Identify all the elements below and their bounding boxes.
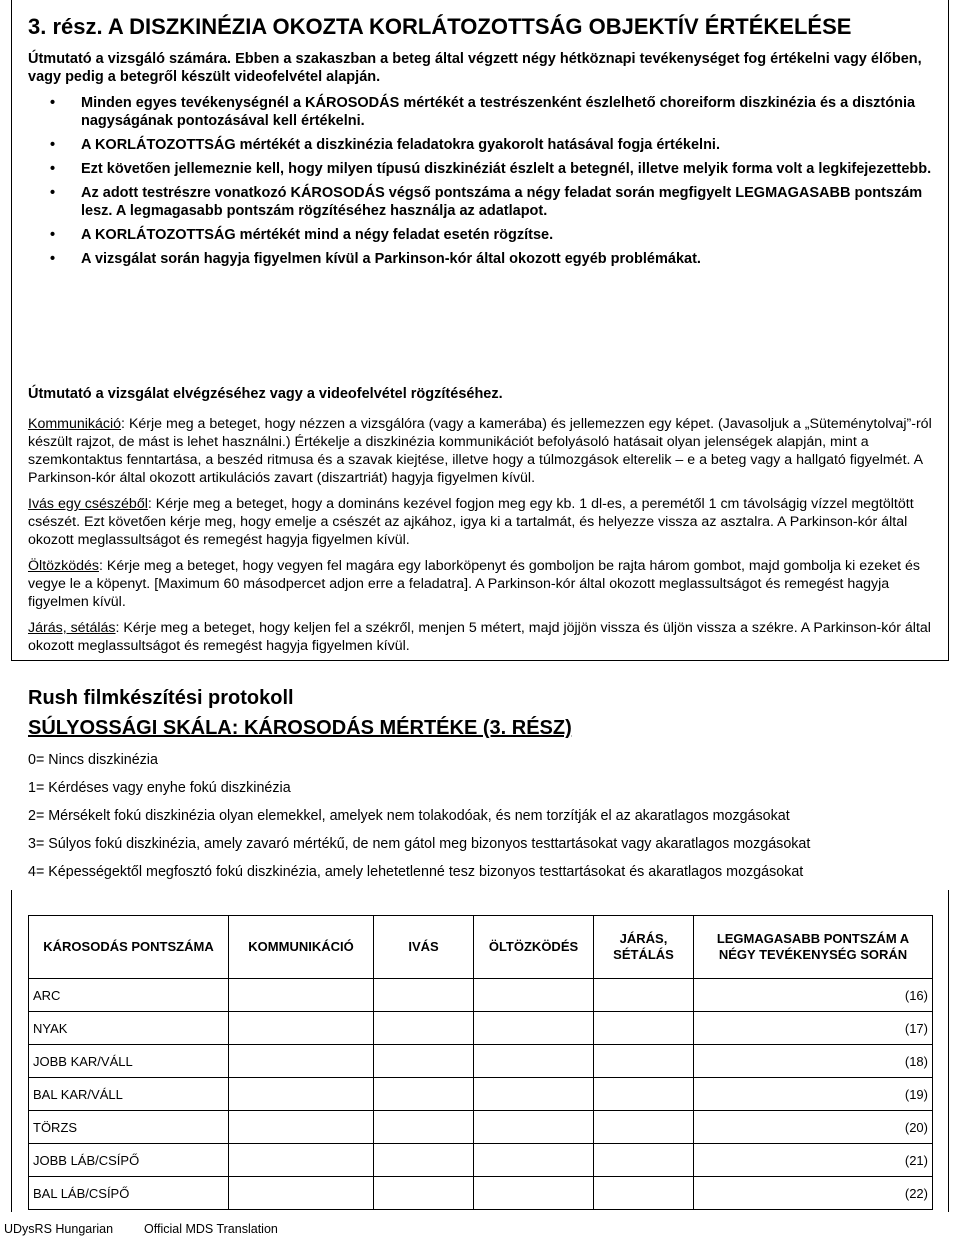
bullet-icon: •: [50, 251, 56, 267]
score-cell[interactable]: [229, 979, 374, 1012]
header-communication: KOMMUNIKÁCIÓ: [229, 916, 374, 979]
table-row: [29, 1177, 933, 1210]
table-header-row: [29, 916, 933, 979]
header-dressing: ÖLTÖZKÖDÉS: [474, 916, 594, 979]
score-cell[interactable]: [229, 1012, 374, 1045]
left-border-bottom: [11, 890, 12, 1212]
table-row: [29, 979, 933, 1012]
score-cell[interactable]: [594, 1177, 694, 1210]
bullet-icon: •: [50, 95, 56, 111]
table-row: [29, 1111, 933, 1144]
row-label: JOBB KAR/VÁLL: [29, 1045, 229, 1078]
score-cell[interactable]: [374, 979, 474, 1012]
bullet-list: [28, 94, 938, 268]
footer-left: UDysRS Hungarian: [4, 1222, 114, 1236]
score-cell[interactable]: [594, 1045, 694, 1078]
highest-score-cell[interactable]: (18): [694, 1045, 933, 1078]
highest-score-cell[interactable]: (17): [694, 1012, 933, 1045]
bullet-icon: •: [50, 185, 56, 201]
list-item: • A KORLÁTOZOTTSÁG mértékét mind a négy feladat esetén rögzítse.: [50, 227, 554, 243]
row-label: JOBB LÁB/CSÍPŐ: [29, 1144, 229, 1177]
score-cell[interactable]: [594, 1012, 694, 1045]
row-label: BAL KAR/VÁLL: [29, 1078, 229, 1111]
score-cell[interactable]: [594, 1078, 694, 1111]
score-cell[interactable]: [229, 1078, 374, 1111]
score-cell[interactable]: [474, 1111, 594, 1144]
table-row: [29, 1078, 933, 1111]
left-border-top: [11, 0, 12, 660]
score-cell[interactable]: [474, 979, 594, 1012]
row-label: ARC: [29, 979, 229, 1012]
instruction-drinking: Ivás egy csészéből: Kérje meg a beteget, hogy a domináns kezével fogjon meg egy kb. 1 dl-es, a peremétől 1 cm távolságig vízzel megtöltött csészét. Ezt követően kérje meg, hogy emelje a csészét az ajkához, igya ki a tartalmát, és helyezze vissza az asztalra. A Parkinson-kór által okozott meglassultságot és remegést hagyja figyelmen kívül.: [28, 496, 914, 548]
row-label: NYAK: [29, 1012, 229, 1045]
score-cell[interactable]: [474, 1078, 594, 1111]
instructions-section: [28, 385, 934, 663]
header-drinking: IVÁS: [374, 916, 474, 979]
header-walking: JÁRÁS, SÉTÁLÁS: [594, 916, 694, 979]
score-cell[interactable]: [374, 1144, 474, 1177]
score-cell[interactable]: [474, 1012, 594, 1045]
score-cell[interactable]: [474, 1177, 594, 1210]
instruction-communication: Kommunikáció: Kérje meg a beteget, hogy nézzen a vizsgálóra (vagy a kamerába) és jellemezzen egy képet. (Javasoljuk a „Süteménytolvaj”-ról készült rajzot, de mást is lehet használni.) Értékelje a diszkinézia kommunikációt befolyásoló hatásait olyan jelenségek alapján, mint a szemkontaktus fenntartása, a beszéd ritmusa és a szavak kiejtése, illetve hogy a túlmozgások elterelik – e a beteg vagy a hallgató figyelmét. A Parkinson-kór által okozott artikulációs zavart (diszartriát) hagyja figyelmen kívül.: [28, 416, 932, 486]
highest-score-cell[interactable]: (20): [694, 1111, 933, 1144]
bullet-icon: •: [50, 227, 56, 243]
score-cell[interactable]: [229, 1177, 374, 1210]
severity-level-3: 3= Súlyos fokú diszkinézia, amely zavaró mértékű, de nem gátol meg bizonyos testtartásokat vagy akaratlagos mozgásokat: [28, 836, 811, 852]
severity-level-4: 4= Képességektől megfosztó fokú diszkinézia, amely lehetetlenné tesz bizonyos testtartásokat és akaratlagos mozgásokat: [28, 864, 804, 880]
score-cell[interactable]: [594, 1144, 694, 1177]
header-impairment-score: KÁROSODÁS PONTSZÁMA: [29, 916, 229, 979]
page-title: 3. rész. A DISZKINÉZIA OKOZTA KORLÁTOZOTTSÁG OBJEKTÍV ÉRTÉKELÉSE: [28, 14, 852, 39]
score-cell[interactable]: [594, 1111, 694, 1144]
right-border-top: [948, 0, 949, 660]
row-label: BAL LÁB/CSÍPŐ: [29, 1177, 229, 1210]
list-item: • Ezt követően jellemeznie kell, hogy milyen típusú diszkinéziát észlelt a betegnél, illetve melyik forma volt a legkifejezettebb.: [50, 161, 932, 177]
bullet-icon: •: [50, 137, 56, 153]
score-cell[interactable]: [374, 1078, 474, 1111]
list-item: • Az adott testrészre vonatkozó KÁROSODÁS végső pontszáma a négy feladat során megfigyelt LEGMAGASABB pontszám lesz. A legmagasabb pontszám rögzítéséhez használja az adatlapot.: [50, 185, 923, 219]
instructions-heading: Útmutató a vizsgálat elvégzéséhez vagy a videofelvétel rögzítéséhez.: [28, 386, 503, 402]
section-part3: [28, 14, 938, 274]
highest-score-cell[interactable]: (21): [694, 1144, 933, 1177]
table-row: [29, 1045, 933, 1078]
score-cell[interactable]: [374, 1012, 474, 1045]
highest-score-cell[interactable]: (19): [694, 1078, 933, 1111]
intro-text: Útmutató a vizsgáló számára. Ebben a szakaszban a beteg által végzett négy hétköznapi tevékenységet fog értékelni vagy élőben, vagy pedig a betegről készült videofelvétel alapján.: [28, 51, 922, 85]
score-cell[interactable]: [374, 1045, 474, 1078]
severity-level-1: 1= Kérdéses vagy enyhe fokú diszkinézia: [28, 780, 291, 796]
score-cell[interactable]: [374, 1177, 474, 1210]
right-border-bottom: [948, 890, 949, 1212]
list-item: • Minden egyes tevékenységnél a KÁROSODÁS mértékét a testrészenként észlelhető choreiform diszkinézia és a disztónia nagyságának pontozásával kell értékelni.: [50, 95, 916, 129]
highest-score-cell[interactable]: (22): [694, 1177, 933, 1210]
score-cell[interactable]: [594, 979, 694, 1012]
row-label: TÖRZS: [29, 1111, 229, 1144]
instruction-walking: Járás, sétálás: Kérje meg a beteget, hogy keljen fel a székről, menjen 5 métert, majd jöjjön vissza és üljön vissza a székre. A Parkinson-kór által okozott meglassultságot és remegést hagyja figyelmen kívül.: [28, 620, 931, 654]
scale-title: SÚLYOSSÁGI SKÁLA: KÁROSODÁS MÉRTÉKE (3. RÉSZ): [28, 717, 572, 739]
score-cell[interactable]: [474, 1144, 594, 1177]
score-cell[interactable]: [374, 1111, 474, 1144]
bullet-icon: •: [50, 161, 56, 177]
protocol-section: [28, 686, 934, 740]
severity-level-0: 0= Nincs diszkinézia: [28, 752, 158, 768]
list-item: • A KORLÁTOZOTTSÁG mértékét a diszkinézia feladatokra gyakorolt hatásával fogja értékelni.: [50, 137, 720, 153]
score-cell[interactable]: [229, 1045, 374, 1078]
impairment-score-table: [28, 915, 933, 1210]
list-item: • A vizsgálat során hagyja figyelmen kívül a Parkinson-kór által okozott egyéb problémákat.: [50, 251, 701, 267]
score-cell[interactable]: [229, 1144, 374, 1177]
footer-right: Official MDS Translation: [144, 1222, 278, 1236]
protocol-title: Rush filmkészítési protokoll: [28, 687, 294, 709]
severity-level-2: 2= Mérsékelt fokú diszkinézia olyan elemekkel, amelyek nem tolakodóak, és nem torzítják el az akaratlagos mozgásokat: [28, 808, 790, 824]
score-cell[interactable]: [229, 1111, 374, 1144]
header-highest-score: LEGMAGASABB PONTSZÁM A NÉGY TEVÉKENYSÉG SORÁN: [694, 916, 933, 979]
table-row: [29, 1144, 933, 1177]
score-cell[interactable]: [474, 1045, 594, 1078]
highest-score-cell[interactable]: (16): [694, 979, 933, 1012]
table-row: [29, 1012, 933, 1045]
instruction-dressing: Öltözködés: Kérje meg a beteget, hogy vegyen fel magára egy laborköpenyt és gomboljon be rajta három gombot, majd gombolja ki ezeket és vegye le a köpenyt. [Maximum 60 másodpercet adjon erre a feladatra]. A Parkinson-kór által okozott meglassultságot és remegést hagyja figyelmen kívül.: [28, 558, 920, 610]
